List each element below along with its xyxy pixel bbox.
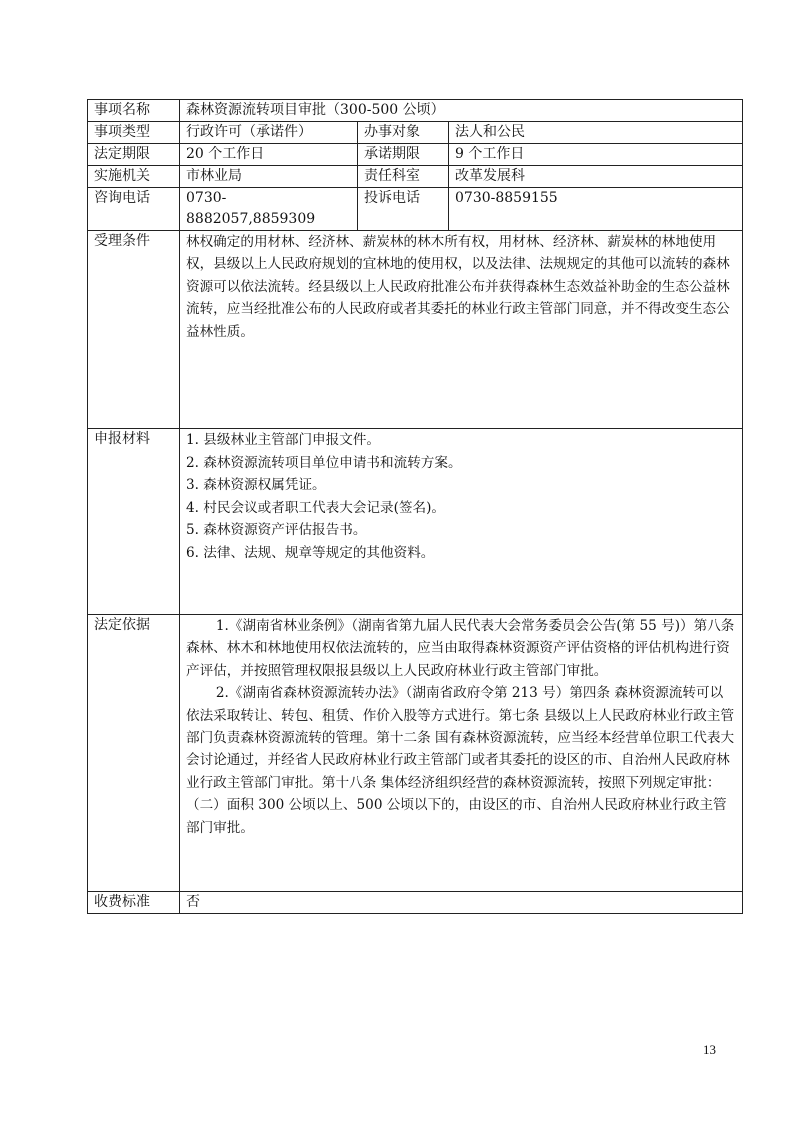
list-item: 2. 森林资源流转项目单位申请书和流转方案。 — [186, 454, 462, 471]
item-type-value: 行政许可（承诺件） — [180, 122, 358, 144]
item-name-value: 森林资源流转项目审批（300-500 公顷） — [180, 100, 743, 122]
target-value: 法人和公民 — [449, 122, 743, 144]
promised-deadline-label: 承诺期限 — [358, 144, 449, 166]
materials-label: 申报材料 — [88, 429, 180, 615]
conditions-label: 受理条件 — [88, 231, 180, 429]
list-item: 1. 县级林业主管部门申报文件。 — [186, 432, 381, 448]
consult-phone-label: 咨询电话 — [88, 188, 180, 231]
department-value: 改革发展科 — [449, 166, 743, 188]
service-info-table — [87, 99, 743, 914]
target-label: 办事对象 — [358, 122, 449, 144]
page-number: 13 — [703, 1042, 716, 1057]
item-type-label: 事项类型 — [88, 122, 180, 144]
materials-list — [186, 429, 736, 564]
legal-deadline-value: 20 个工作日 — [180, 144, 358, 166]
basis-label: 法定依据 — [88, 615, 180, 892]
list-item: 5. 森林资源资产评估报告书。 — [186, 522, 367, 538]
promised-deadline-value: 9 个工作日 — [449, 144, 743, 166]
fee-label: 收费标准 — [88, 892, 180, 914]
basis-paragraph-1: 1.《湖南省林业条例》（湖南省第九届人民代表大会常务委员会公告(第 55 号)）第八条 森林、林木和林地使用权依法流转的，应当由取得森林资源资产评估资格的评估机构进行资产评估，并按照管理权限报县级以上人民政府林业行政主管部门审批。 — [186, 618, 735, 679]
complaint-phone-value: 0730-8859155 — [449, 188, 743, 231]
conditions-text: 林权确定的用材林、经济林、薪炭林的林木所有权，用材林、经济林、薪炭林的林地使用权，县级以上人民政府规划的宜林地的使用权，以及法律、法规规定的其他可以流转的森林资源可以依法流转。经县级以上人民政府批准公布并获得森林生态效益补助金的生态公益林流转，应当经批准公布的人民政府或者其委托的林业行政主管部门同意，并不得改变生态公益林性质。 — [186, 234, 730, 340]
basis-paragraph-2: 2.《湖南省森林资源流转办法》（湖南省政府令第 213 号）第四条 森林资源流转可以依法采取转让、转包、租赁、作价入股等方式进行。第七条 县级以上人民政府林业行政主管部门负责森林资源流转的管理。第十二条 国有森林资源流转，应当经本经营单位职工代表大会讨论通过，并经省人民政府林业行政主管部门或者其委托的设区的市、自治州人民政府林业行政主管部门审批。第十八条 集体经济组织经营的森林资源流转，按照下列规定审批：（二）面积 300 公顷以上、500 公顷以下的，由设区的市、自治州人民政府林业行政主管部门审批。 — [186, 685, 735, 836]
basis-cell — [180, 615, 743, 892]
legal-deadline-label: 法定期限 — [88, 144, 180, 166]
agency-label: 实施机关 — [88, 166, 180, 188]
fee-value: 否 — [180, 892, 743, 914]
list-item: 4. 村民会议或者职工代表大会记录(签名)。 — [186, 499, 445, 516]
list-item: 3. 森林资源权属凭证。 — [186, 477, 326, 493]
materials-cell — [180, 429, 743, 615]
department-label: 责任科室 — [358, 166, 449, 188]
list-item: 6. 法律、法规、规章等规定的其他资料。 — [186, 544, 435, 561]
agency-value: 市林业局 — [180, 166, 358, 188]
item-name-label: 事项名称 — [88, 100, 180, 122]
consult-phone-value: 0730-8882057,8859309 — [180, 188, 358, 231]
complaint-phone-label: 投诉电话 — [358, 188, 449, 231]
conditions-cell — [180, 231, 743, 429]
